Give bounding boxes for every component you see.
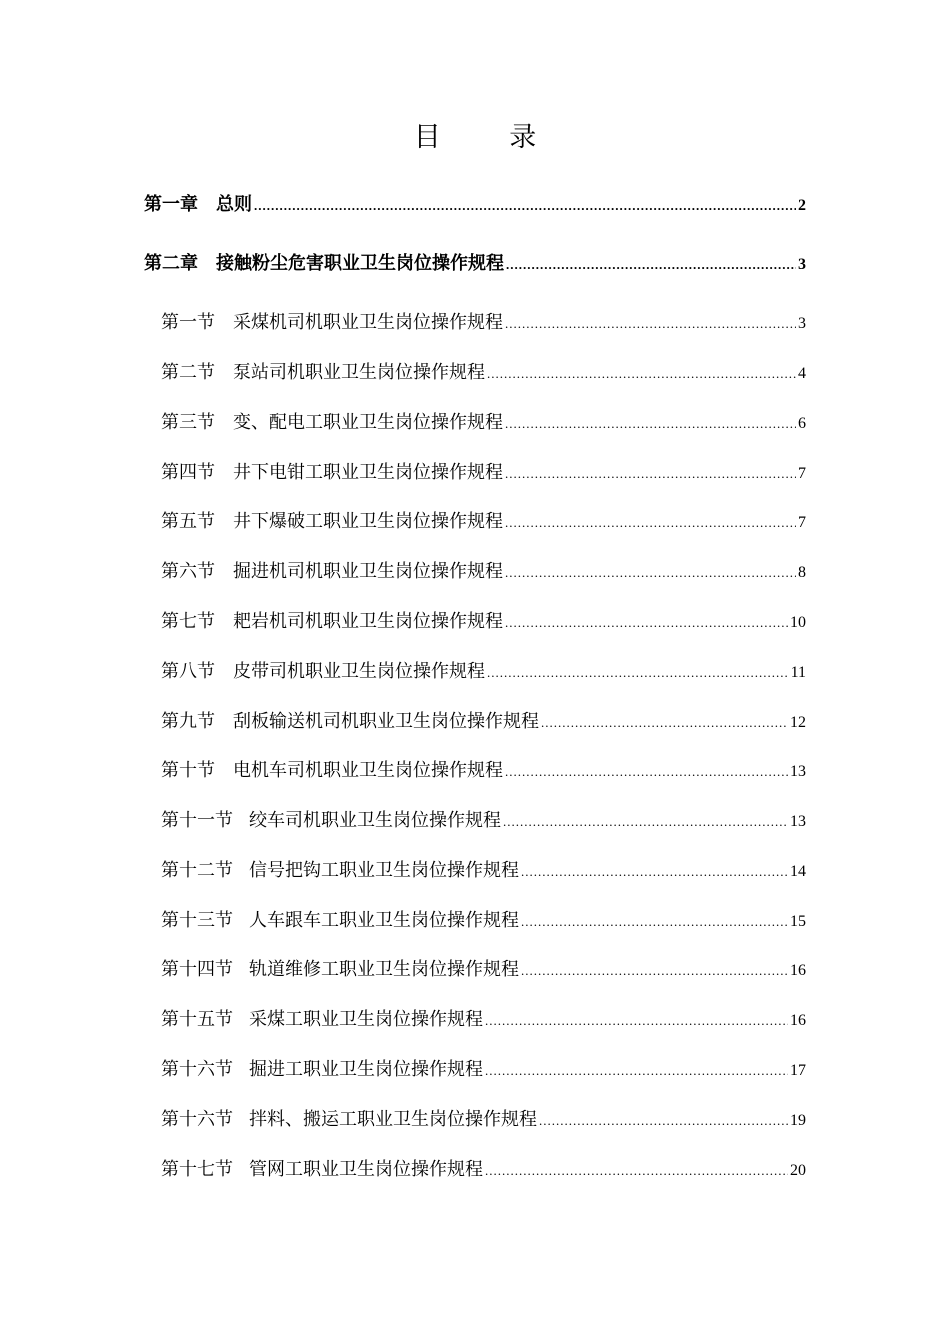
section-title: 电机车司机职业卫生岗位操作规程 <box>233 760 503 781</box>
toc-section-entry[interactable] <box>161 808 806 835</box>
dot-leader <box>505 461 796 487</box>
dot-leader <box>539 1108 788 1134</box>
dot-leader <box>485 1158 788 1184</box>
toc-section-entry[interactable] <box>161 1057 806 1084</box>
page-number: 2 <box>798 197 806 214</box>
toc-section-entry[interactable] <box>161 709 806 736</box>
page-number: 16 <box>790 962 806 979</box>
page-number: 12 <box>790 714 806 731</box>
section-title: 绞车司机职业卫生岗位操作规程 <box>249 810 501 831</box>
section-title: 管网工职业卫生岗位操作规程 <box>249 1159 483 1180</box>
section-title: 刮板输送机司机职业卫生岗位操作规程 <box>233 711 539 732</box>
section-number: 第十五节 <box>161 1009 233 1030</box>
dot-leader <box>505 510 796 536</box>
dot-leader <box>505 311 796 337</box>
page-number: 17 <box>790 1062 806 1079</box>
page-number: 8 <box>798 564 806 581</box>
section-number: 第九节 <box>161 711 215 732</box>
toc-section-entry[interactable] <box>161 659 806 686</box>
page-number: 14 <box>790 863 806 880</box>
dot-leader <box>485 1008 788 1034</box>
toc-section-entry[interactable] <box>161 310 806 337</box>
dot-leader <box>505 610 788 636</box>
dot-leader <box>506 252 796 278</box>
toc-section-entry[interactable] <box>161 1157 806 1184</box>
section-title: 采煤工职业卫生岗位操作规程 <box>249 1009 483 1030</box>
dot-leader <box>521 909 788 935</box>
dot-leader <box>521 859 788 885</box>
section-title: 耙岩机司机职业卫生岗位操作规程 <box>233 611 503 632</box>
chapter-number: 第一章 <box>144 194 198 215</box>
toc-section-entry[interactable] <box>161 559 806 586</box>
chapter-title: 总则 <box>216 194 252 215</box>
section-title: 人车跟车工职业卫生岗位操作规程 <box>249 910 519 931</box>
section-number: 第三节 <box>161 412 215 433</box>
section-number: 第八节 <box>161 661 215 682</box>
page-number: 10 <box>790 614 806 631</box>
section-title: 井下爆破工职业卫生岗位操作规程 <box>233 511 503 532</box>
page-number: 11 <box>790 664 806 681</box>
toc-section-entry[interactable] <box>161 460 806 487</box>
page-number: 6 <box>798 415 806 432</box>
section-number: 第十三节 <box>161 910 233 931</box>
toc-section-entry[interactable] <box>161 758 806 785</box>
section-number: 第十六节 <box>161 1059 233 1080</box>
dot-leader <box>503 809 788 835</box>
page-number: 13 <box>790 763 806 780</box>
section-number: 第十节 <box>161 760 215 781</box>
page-number: 15 <box>790 913 806 930</box>
dot-leader <box>521 958 788 984</box>
section-title: 掘进工职业卫生岗位操作规程 <box>249 1059 483 1080</box>
page-number: 20 <box>790 1162 806 1179</box>
section-title: 变、配电工职业卫生岗位操作规程 <box>233 412 503 433</box>
page-number: 16 <box>790 1012 806 1029</box>
section-title: 皮带司机职业卫生岗位操作规程 <box>233 661 485 682</box>
page-number: 19 <box>790 1112 806 1129</box>
dot-leader <box>485 1058 788 1084</box>
section-number: 第七节 <box>161 611 215 632</box>
section-title: 泵站司机职业卫生岗位操作规程 <box>233 362 485 383</box>
section-number: 第十七节 <box>161 1159 233 1180</box>
dot-leader <box>487 660 789 686</box>
page-number: 3 <box>798 256 806 273</box>
section-number: 第十一节 <box>161 810 233 831</box>
section-title: 井下电钳工职业卫生岗位操作规程 <box>233 462 503 483</box>
section-number: 第五节 <box>161 511 215 532</box>
chapter-number: 第二章 <box>144 253 198 274</box>
section-title: 轨道维修工职业卫生岗位操作规程 <box>249 959 519 980</box>
toc-section-entry[interactable] <box>161 1007 806 1034</box>
toc-section-entry[interactable] <box>161 609 806 636</box>
dot-leader <box>505 411 796 437</box>
dot-leader <box>254 193 796 219</box>
section-title: 掘进机司机职业卫生岗位操作规程 <box>233 561 503 582</box>
dot-leader <box>505 759 788 785</box>
page-number: 13 <box>790 813 806 830</box>
toc-section-entry[interactable] <box>161 858 806 885</box>
toc-title: 目 录 <box>413 122 567 153</box>
page-number: 3 <box>798 315 806 332</box>
toc-chapter-entry[interactable] <box>144 192 806 219</box>
section-number: 第十四节 <box>161 959 233 980</box>
section-title: 采煤机司机职业卫生岗位操作规程 <box>233 312 503 333</box>
toc-section-entry[interactable] <box>161 957 806 984</box>
section-title: 拌料、搬运工职业卫生岗位操作规程 <box>249 1109 537 1130</box>
toc-section-entry[interactable] <box>161 908 806 935</box>
toc-section-entry[interactable] <box>161 509 806 536</box>
page-number: 4 <box>798 365 806 382</box>
toc-chapter-entry[interactable] <box>144 251 806 278</box>
section-title: 信号把钩工职业卫生岗位操作规程 <box>249 860 519 881</box>
dot-leader <box>505 560 796 586</box>
section-number: 第四节 <box>161 462 215 483</box>
toc-section-entry[interactable] <box>161 410 806 437</box>
section-number: 第二节 <box>161 362 215 383</box>
section-number: 第一节 <box>161 312 215 333</box>
toc-section-entry[interactable] <box>161 1107 806 1134</box>
section-number: 第十二节 <box>161 860 233 881</box>
toc-section-entry[interactable] <box>161 360 806 387</box>
chapter-title: 接触粉尘危害职业卫生岗位操作规程 <box>216 253 504 274</box>
section-number: 第六节 <box>161 561 215 582</box>
section-number: 第十六节 <box>161 1109 233 1130</box>
page-number: 7 <box>798 514 806 531</box>
page-number: 7 <box>798 465 806 482</box>
dot-leader <box>487 361 796 387</box>
dot-leader <box>541 710 788 736</box>
